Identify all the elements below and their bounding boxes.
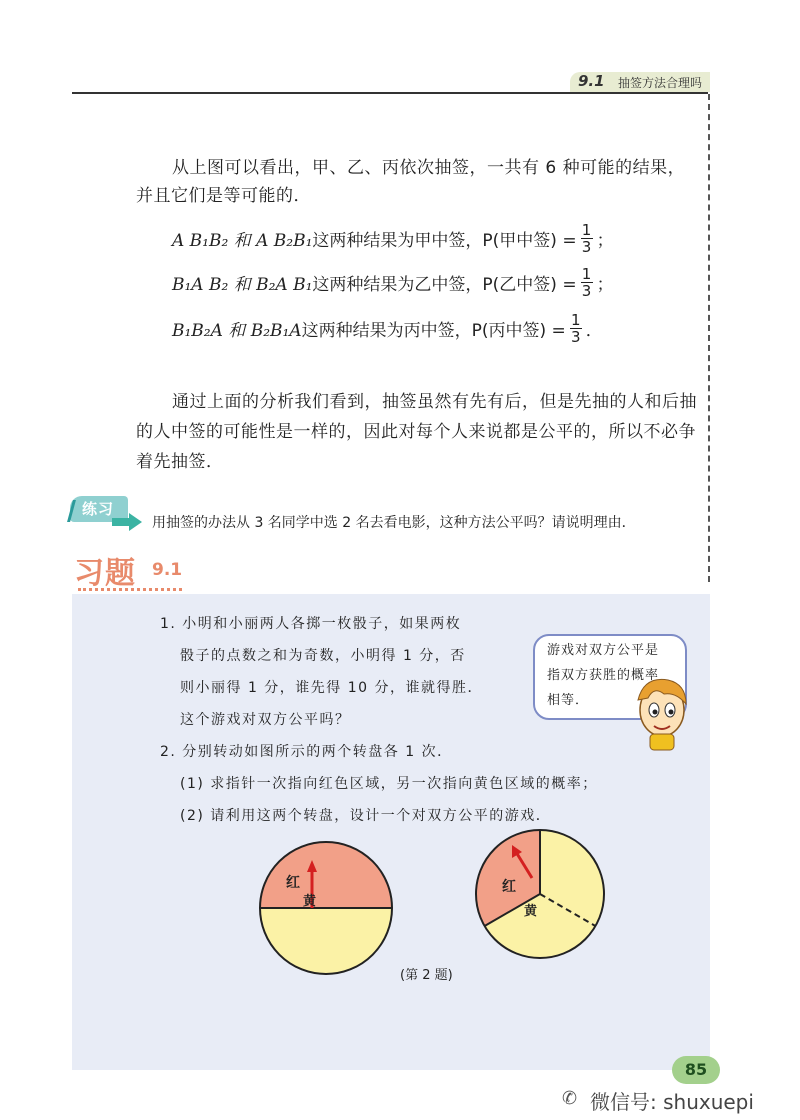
fraction bbox=[581, 266, 593, 299]
spinner-half bbox=[256, 838, 396, 978]
header-rule bbox=[72, 92, 708, 94]
exercise-title: 习题 bbox=[74, 556, 136, 591]
analysis-line-3: 着先抽签． bbox=[136, 452, 224, 472]
formula-row-2 bbox=[172, 266, 614, 299]
formula-outcomes: B₁A B₂ 和 B₂A B₁ bbox=[172, 275, 313, 295]
formula-probability: P(丙中签) = bbox=[471, 321, 566, 341]
fraction bbox=[570, 312, 582, 345]
section-number: 9.1 bbox=[578, 72, 605, 90]
arrow-right-icon bbox=[112, 513, 142, 531]
fraction bbox=[581, 222, 593, 255]
q1-line-3: 则小丽得 1 分，谁先得 10 分，谁就得胜． bbox=[180, 680, 484, 696]
formula-row-1 bbox=[172, 222, 614, 255]
q2-sub-1: (1) 求指针一次指向红色区域，另一次指向黄色区域的概率； bbox=[180, 776, 598, 792]
margin-dashed-line bbox=[708, 94, 710, 582]
q2-line: 2. 分别转动如图所示的两个转盘各 1 次． bbox=[160, 744, 453, 760]
formula-description: 这两种结果为丙中签， bbox=[301, 321, 472, 341]
spinner1-yellow-label: 黄 bbox=[303, 894, 317, 909]
section-title: 抽签方法合理吗 bbox=[618, 76, 703, 90]
cartoon-boy-icon bbox=[624, 672, 694, 752]
spinner1-red-label: 红 bbox=[286, 875, 300, 891]
fraction-numerator: 1 bbox=[570, 311, 581, 329]
wechat-watermark: 微信号: shuxuepi bbox=[590, 1090, 754, 1114]
fraction-denominator: 3 bbox=[581, 282, 592, 300]
fraction-numerator: 1 bbox=[581, 265, 592, 283]
formula-end: ． bbox=[585, 321, 603, 341]
intro-line-2: 并且它们是等可能的． bbox=[136, 186, 311, 206]
q2-sub-2: (2) 请利用这两个转盘，设计一个对双方公平的游戏． bbox=[180, 808, 552, 824]
q1-line-2: 骰子的点数之和为奇数，小明得 1 分，否 bbox=[180, 648, 466, 664]
spinner-thirds bbox=[472, 826, 608, 962]
formula-end: ； bbox=[596, 275, 614, 295]
formula-probability: P(乙中签) = bbox=[482, 275, 577, 295]
intro-line-1: 从上图可以看出，甲、乙、丙依次抽签，一共有 6 种可能的结果， bbox=[172, 158, 686, 178]
figure-caption: (第 2 题) bbox=[400, 968, 453, 983]
exercise-number: 9.1 bbox=[152, 560, 183, 580]
formula-description: 这两种结果为乙中签， bbox=[312, 275, 483, 295]
practice-question: 用抽签的办法从 3 名同学中选 2 名去看电影，这种方法公平吗？请说明理由． bbox=[152, 515, 636, 531]
formula-end: ； bbox=[596, 231, 614, 251]
formula-outcomes: B₁B₂A 和 B₂B₁A bbox=[172, 321, 302, 341]
q1-line-4: 这个游戏对双方公平吗？ bbox=[180, 712, 351, 728]
hint-callout-text: 游戏对双方公平是指双方获胜的概率相等． bbox=[547, 643, 660, 708]
spinner2-yellow-label: 黄 bbox=[524, 904, 538, 919]
wechat-icon: ✆ bbox=[562, 1088, 578, 1109]
practice-label: 练习 bbox=[82, 500, 115, 518]
fraction-numerator: 1 bbox=[581, 221, 592, 239]
formula-outcomes: A B₁B₂ 和 A B₂B₁ bbox=[172, 231, 313, 251]
exercise-title-underline bbox=[78, 588, 182, 591]
formula-row-3 bbox=[172, 312, 603, 345]
formula-probability: P(甲中签) = bbox=[482, 231, 577, 251]
q1-line-1: 1. 小明和小丽两人各掷一枚骰子，如果两枚 bbox=[160, 616, 462, 632]
page-number: 85 bbox=[684, 1060, 708, 1079]
fraction-denominator: 3 bbox=[570, 328, 581, 346]
formula-description: 这两种结果为甲中签， bbox=[312, 231, 483, 251]
spinner2-red-label: 红 bbox=[502, 879, 516, 895]
analysis-line-1: 通过上面的分析我们看到，抽签虽然有先有后，但是先抽的人和后抽 bbox=[172, 392, 697, 412]
fraction-denominator: 3 bbox=[581, 238, 592, 256]
analysis-line-2: 的人中签的可能性是一样的，因此对每个人来说都是公平的，所以不必争 bbox=[136, 422, 696, 442]
